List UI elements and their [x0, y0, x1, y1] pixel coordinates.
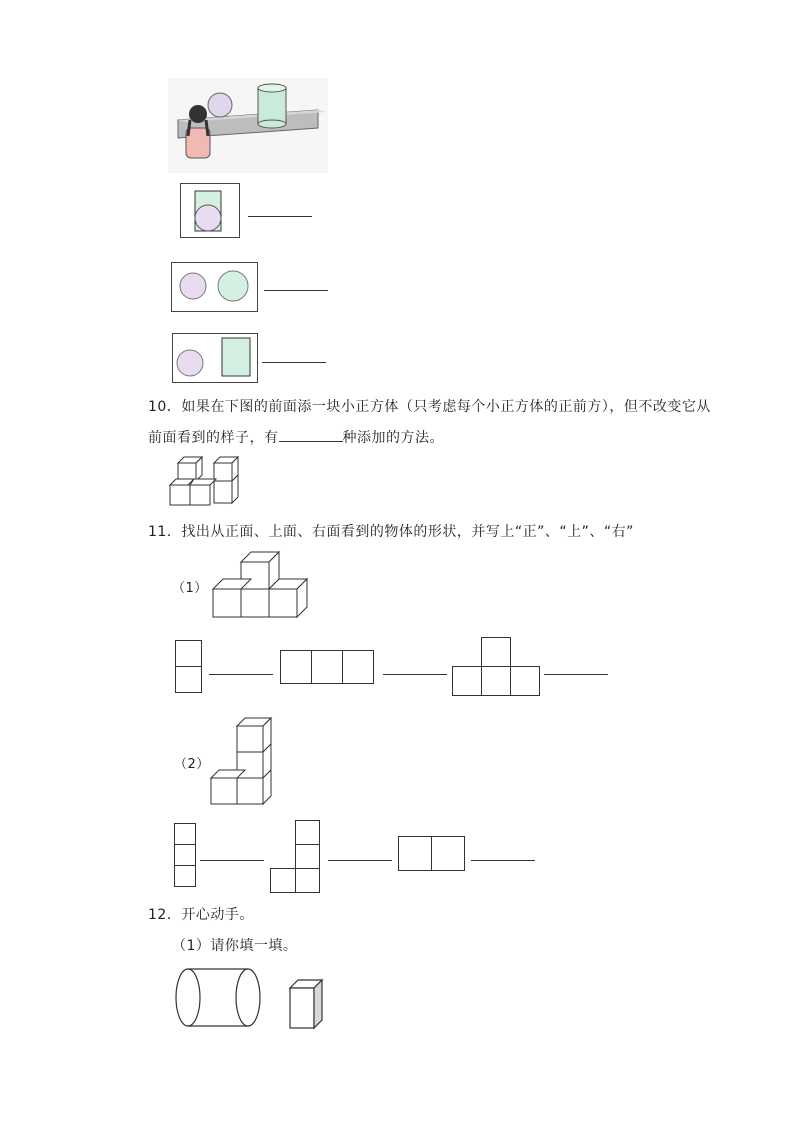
view-option-3-shapes [172, 333, 258, 383]
question-11-part-2-view-c [398, 836, 468, 874]
question-11-line [148, 521, 634, 541]
view-option-2-shapes [171, 262, 257, 312]
question-11-part-2-answer-a[interactable] [200, 860, 264, 861]
question-10-number: 10． [148, 399, 182, 415]
question-11-part-1-answer-c[interactable] [544, 674, 608, 675]
answer-line-view-3[interactable] [262, 362, 326, 363]
question-10-text-2a: 前面看到的样子，有 [148, 430, 279, 446]
question-11-part-2-view-a [174, 823, 200, 891]
question-11-part-1-view-a [175, 640, 205, 696]
question-11-number: 11． [148, 524, 182, 540]
question-10-line-1 [148, 396, 711, 416]
question-11-part-2-answer-b[interactable] [328, 860, 392, 861]
question-10-cube-stack [168, 455, 248, 509]
question-11-part-2-solid [211, 716, 281, 806]
question-11-part-1-view-c [452, 637, 542, 699]
question-12-cuboid [289, 978, 329, 1030]
question-10-text-2b: 种添加的方法。 [342, 430, 444, 446]
answer-line-view-1[interactable] [248, 216, 312, 217]
question-12-cylinder [174, 967, 266, 1029]
question-11-part-1-solid [213, 550, 313, 620]
question-10-answer-blank[interactable] [279, 427, 343, 442]
question-11-part-1-answer-b[interactable] [383, 674, 447, 675]
question-11-part-1-answer-a[interactable] [209, 674, 273, 675]
question-10-line-2 [148, 427, 444, 447]
question-11-part-1-view-b [280, 650, 376, 686]
view-option-1-shapes [180, 183, 240, 238]
question-11-part-2-answer-c[interactable] [471, 860, 535, 861]
question-10-text-1: 如果在下图的前面添一块小正方体（只考虑每个小正方体的正前方），但不改变它从 [181, 399, 711, 415]
question-11-part-1-label: （1） [172, 581, 208, 596]
question-12-line [148, 904, 254, 924]
girl-viewing-objects-illustration [168, 78, 328, 178]
question-12-text: 开心动手。 [181, 907, 254, 923]
question-11-part-2-label: （2） [174, 757, 210, 772]
question-11-text: 找出从正面、上面、右面看到的物体的形状，并写上“正”、“上”、“右” [181, 524, 634, 540]
question-12-sub-1: （1）请你填一填。 [172, 938, 298, 954]
question-12-number: 12． [148, 907, 182, 923]
question-11-part-2-view-b [270, 820, 324, 894]
answer-line-view-2[interactable] [264, 290, 328, 291]
